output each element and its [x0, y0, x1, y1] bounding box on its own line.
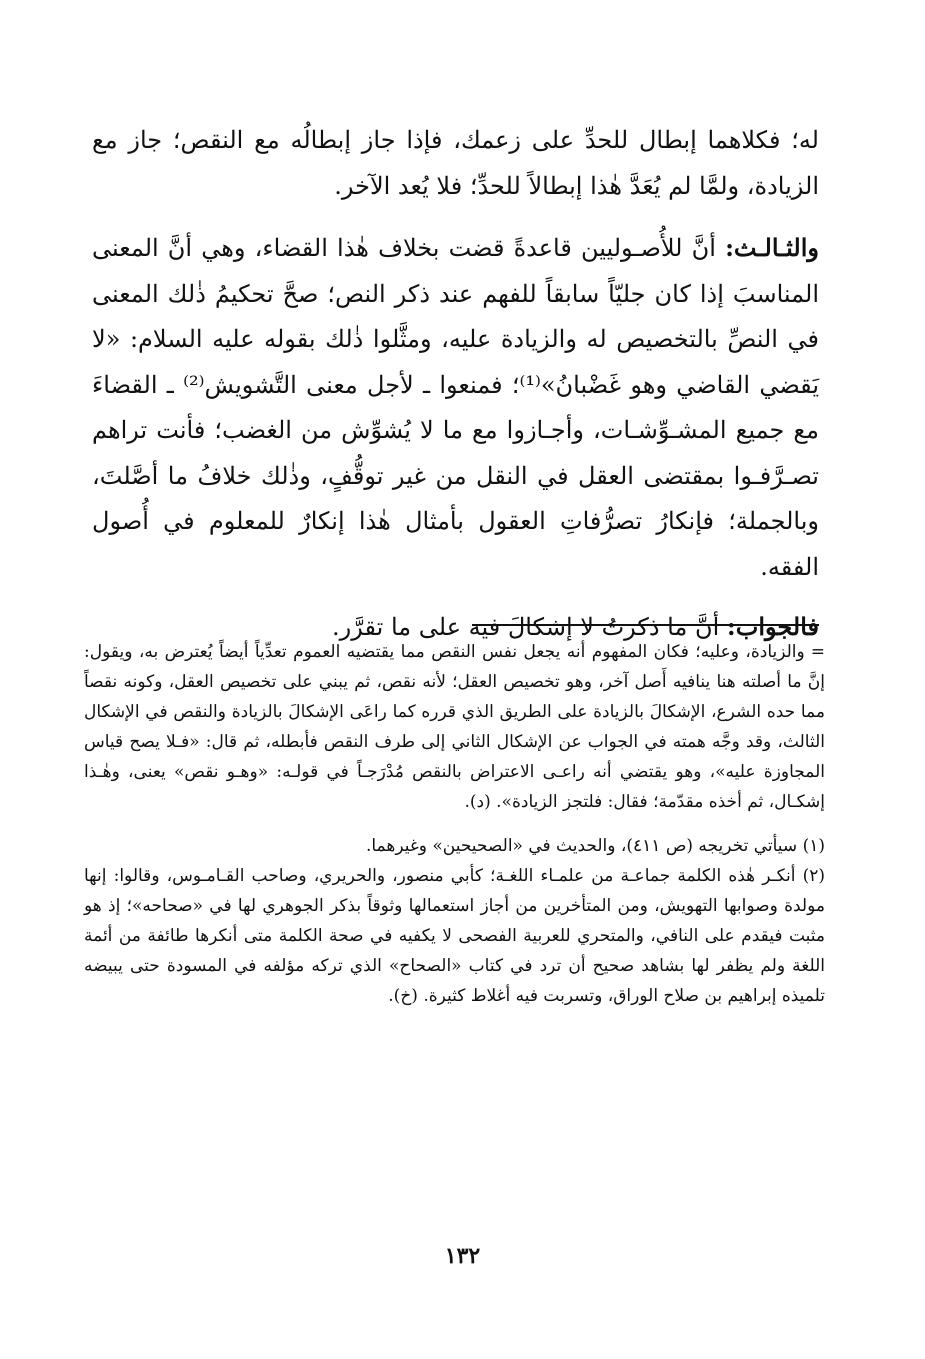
answer-text: أنَّ ما ذكرتُ لا إشكالَ فيه على ما تقرَّر. — [332, 613, 720, 641]
footnote-continued — [84, 637, 825, 817]
footnote-1: (١) سيأتي تخريجه (ص ٤١١)، والحديث في «الصحيحين» وغيرهما. — [365, 836, 825, 856]
answer-lead: فالجواب: — [726, 612, 819, 641]
paragraph-2-text: أنَّ للأُصـوليين قاعدةً قضت بخلاف هٰذا القضاء، وهي أنَّ المعنى المناسبَ إذا كان جليّاً سابقاً للفهم عند ذكر النص؛ صحَّ تحكيمُ ذٰلك المعنى في النصِّ بالتخصيص له والزيادة عليه، ومثَّلوا ذٰلك بقوله عليه السلام: «لا يَقضي القاضي وهو غَضْبانُ»⁽¹⁾؛ فمنعوا ـ لأجل معنى التَّشويش⁽²⁾ ـ القضاءَ مع جميع المشـوِّشـات، وأجـازوا مع ما لا يُشوِّش من الغضب؛ فأنت تراهم تصـرَّفـوا بمقتضى العقل في النقل من غير توقُّفٍ، وذٰلك خلافُ ما أصَّلتَ، وبالجملة؛ فإنكارُ تصرُّفاتِ العقول بأمثال هٰذا إنكارٌ للمعلوم في أُصول الفقه. — [92, 234, 820, 581]
paragraph-1: له؛ فكلاهما إبطال للحدِّ على زعمك، فإذا جاز إبطالُه مع النقص؛ جاز مع الزيادة، ولمَّا لم يُعَدَّ هٰذا إبطالاً للحدِّ؛ فلا يُعد الآخر. — [92, 126, 819, 200]
footnote-separator — [472, 624, 819, 626]
footnote-2: (٢) أنكـر هٰذه الكلمة جماعـة من علمـاء اللغـة؛ كأبي منصور، والحريري، وصاحب القـامـوس، وقالوا: إنها مولدة وصوابها التهويش، ومن المتأخرين من أجاز استعمالها وثوقاً بذكر الجوهري لها في «صحاحه»؛ إذ هو مثبت فيقدم على النافي، والمتحري للعربية الفصحى لا يكفيه في صحة الكلمة متى أنكرها طائفة من أئمة اللغة ولم يظفر لها بشاهد صحيح أن ترد في كتاب «الصحاح» الذي تركه مؤلفه في المسودة حتى يبيضه تلميذه إبراهيم بن صلاح الوراق، وتسربت فيه أغلاط كثيرة. (خ). — [84, 866, 825, 1006]
continuation-marker: = — [810, 642, 825, 662]
main-text — [92, 118, 819, 651]
page-number: ١٣٢ — [444, 1243, 481, 1269]
paragraph-2 — [92, 225, 819, 590]
footnote-continued-text: والزيادة، وعليه؛ فكان المفهوم أنه يجعل نفس النقص مما يقتضيه العموم تعدِّياً أيضاً يُعترض به، ويقول: إنَّ ما أصلته هنا ينافيه أَصل آخر، وهو تخصيص العقل؛ لأنه نقص، ثم يبني على تخصيص العقل، وكونه نقصاً مما حده الشرع، الإشكالَ بالزيادة على الطريق الذي قرره كما راعَى الإشكالَ بالزيادة والنقص في الإشكال الثالث، وقد وجَّه همته في الجواب عن الإشكال الثاني إلى طرف النقص فأبطله، ثم قال: «فـلا يصح قياس المجاوزة عليه»، وهو يقتضي أنه راعـى الاعتراض بالنقص مُدْرَجـاً في قولـه: «وهـو نقص» يعنى، وهٰـذا إشكـال، ثم أخذه مقدّمة؛ فقال: فلتجز الزيادة». (د). — [84, 642, 825, 812]
footnotes — [84, 637, 825, 1011]
paragraph-2-lead: والثـالـث: — [725, 233, 819, 262]
